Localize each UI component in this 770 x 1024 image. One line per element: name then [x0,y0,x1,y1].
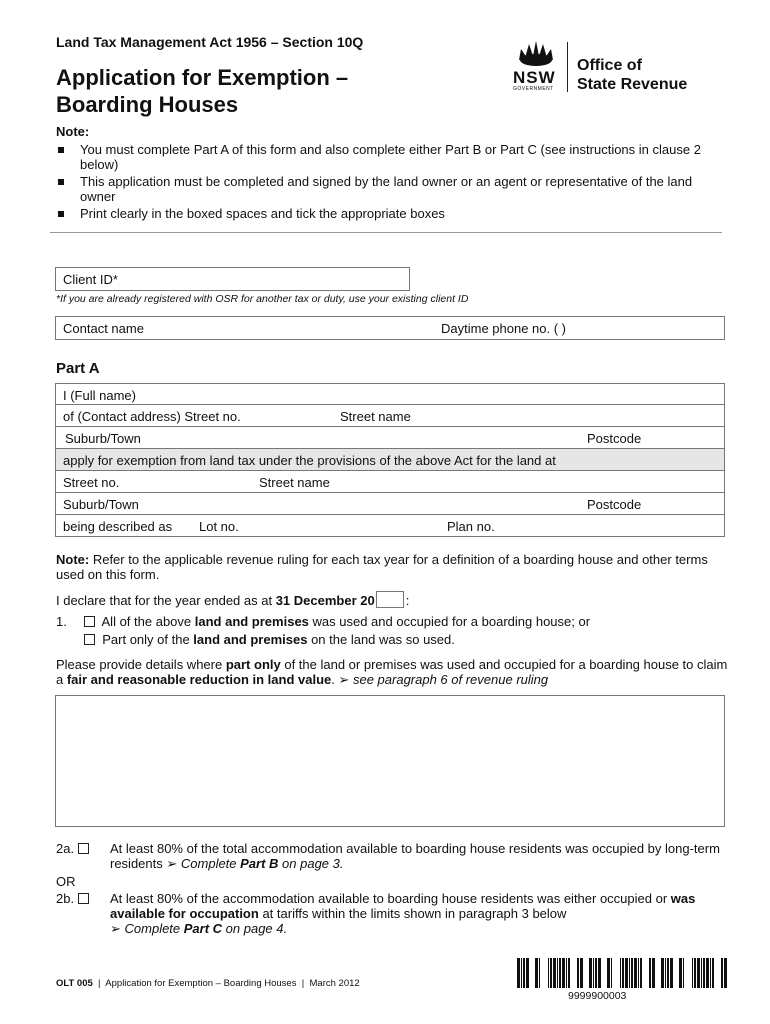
barcode-bar [683,958,684,988]
barcode-bar [712,958,714,988]
barcode-bar [649,958,651,988]
checkbox-part-land[interactable] [84,634,95,645]
suburb-row[interactable]: Suburb/Town Postcode [55,427,725,449]
barcode-bar [521,958,522,988]
barcode-bar [694,958,696,988]
barcode-bar [589,958,592,988]
ruling-note: Note: Refer to the applicable revenue ruling for each tax year for a definition of a boarding house and other terms used on this form. [56,552,708,582]
q2b-text: At least 80% of the accommodation available to boarding house residents was either occupied or was available for occupation at tariffs within the limits shown in paragraph 3 below ➢ Complete Part C on page 4. [110,891,696,936]
barcode-bar [640,958,642,988]
or-label: OR [56,874,76,889]
barcode-bar [607,958,610,988]
part-a-heading: Part A [56,360,100,377]
barcode-bar [625,958,628,988]
barcode-bar [721,958,723,988]
barcode-bar [706,958,709,988]
barcode-bar [562,958,565,988]
barcode-bar [593,958,594,988]
barcode [517,958,727,988]
barcode-bar [710,958,711,988]
part-a-table [55,383,725,537]
barcode-bar [629,958,630,988]
barcode-bar [548,958,549,988]
barcode-bar [559,958,561,988]
part-only-instructions: Please provide details where part only of the land or premises was used and occupied for a boarding house to claim a fair and reasonable reduction in land value. ➢ see paragraph 6 of revenue ruling [56,657,728,687]
full-name-field[interactable]: I (Full name) [55,383,725,405]
footer: OLT 005 | Application for Exemption – Boarding Houses | March 2012 [56,978,360,989]
barcode-bar [652,958,655,988]
barcode-bar [611,958,612,988]
barcode-bar [598,958,601,988]
phone-label: Daytime phone no. ( ) [441,321,567,336]
barcode-bar [526,958,529,988]
barcode-bar [517,958,520,988]
land-street-row[interactable]: Street no. Street name [55,471,725,493]
barcode-bar [577,958,579,988]
contact-name-label: Contact name [63,321,144,336]
barcode-bar [620,958,621,988]
barcode-bar [539,958,540,988]
q2b-number: 2b. [56,891,89,906]
barcode-bar [703,958,705,988]
q1-number: 1. [56,614,67,629]
barcode-bar [535,958,538,988]
checkbox-2a[interactable] [78,843,89,854]
client-id-field[interactable]: Client ID* [55,267,410,291]
page-title: Application for Exemption – Boarding Houses [56,65,349,117]
q1-option-all: All of the above land and premises was used and occupied for a boarding house; or [84,614,590,629]
land-suburb-row[interactable]: Suburb/Town Postcode [55,493,725,515]
barcode-bar [724,958,727,988]
client-id-note: *If you are already registered with OSR for another tax or duty, use your existing client ID [56,293,469,305]
barcode-bar [638,958,639,988]
declaration: I declare that for the year ended as at 31 December 20 : [56,593,410,608]
barcode-bar [670,958,673,988]
barcode-bar [553,958,556,988]
act-reference: Land Tax Management Act 1956 – Section 10Q [56,34,364,50]
note-list [56,142,716,223]
barcode-number: 9999900003 [568,990,627,1002]
barcode-bar [667,958,669,988]
barcode-bar [566,958,567,988]
logo-divider [567,42,568,92]
contact-address-row[interactable]: of (Contact address) Street no. Street name [55,405,725,427]
barcode-bar [661,958,664,988]
apply-row: apply for exemption from land tax under the provisions of the above Act for the land at [55,449,725,471]
q1-option-part: Part only of the land and premises on the land was so used. [84,632,455,647]
divider [50,232,722,233]
barcode-bar [568,958,570,988]
barcode-bar [692,958,693,988]
checkbox-2b[interactable] [78,893,89,904]
land-description-row[interactable]: being described as Lot no. Plan no. [55,515,725,537]
contact-row[interactable] [55,316,725,340]
barcode-bar [595,958,597,988]
barcode-bar [701,958,702,988]
barcode-bar [665,958,666,988]
barcode-bar [697,958,700,988]
note-item: You must complete Part A of this form and also complete either Part B or Part C (see instructions in clause 2 below) [56,142,716,172]
barcode-bar [580,958,583,988]
office-name: Office of State Revenue [577,57,688,93]
note-heading: Note: [56,124,90,139]
q2a-text: At least 80% of the total accommodation available to boarding house residents was occupied by long-term residents ➢ Complete Part B on page 3. [110,841,720,871]
barcode-bar [679,958,682,988]
nsw-osr-logo: NSW GOVERNMENT Office of State Revenue [505,40,715,96]
barcode-bar [557,958,558,988]
barcode-bar [634,958,637,988]
barcode-bar [523,958,525,988]
barcode-bar [631,958,633,988]
details-textarea[interactable] [55,695,725,827]
note-item: Print clearly in the boxed spaces and tick the appropriate boxes [56,206,716,221]
note-item: This application must be completed and signed by the land owner or an agent or representative of the land owner [56,174,716,204]
q2a-number: 2a. [56,841,89,856]
checkbox-all-land[interactable] [84,616,95,627]
barcode-bar [622,958,624,988]
barcode-bar [550,958,552,988]
year-input[interactable] [376,591,404,608]
waratah-icon [511,40,561,68]
